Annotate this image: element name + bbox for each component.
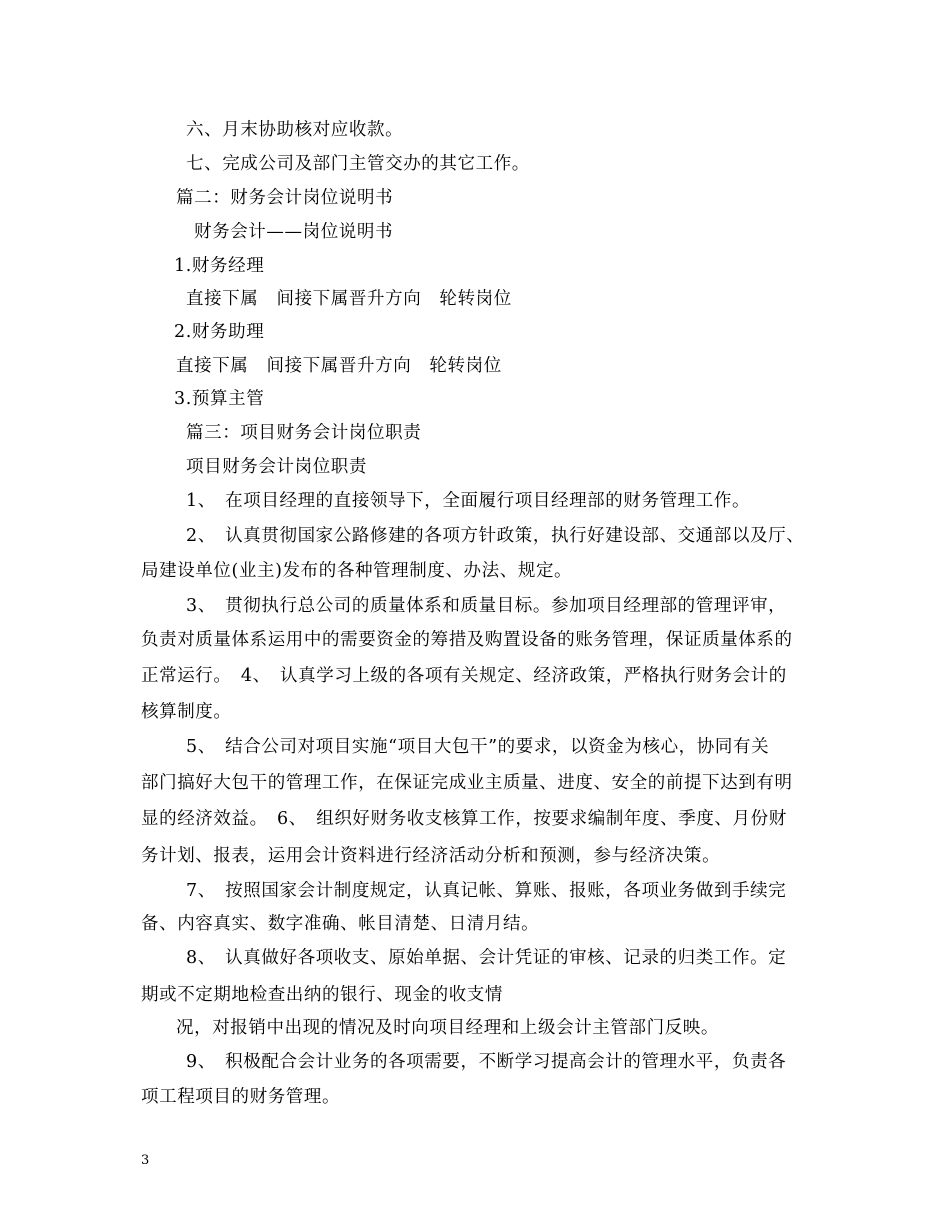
text-line: 七、完成公司及部门主管交办的其它工作。 — [186, 154, 530, 174]
text-line: 局建设单位(业主)发布的各种管理制度、办法、规定。 — [141, 561, 573, 581]
section-heading: 篇二：财务会计岗位说明书 — [176, 188, 394, 208]
text-line: 2、 认真贯彻国家公路修建的各项方针政策，执行好建设部、交通部以及厅、 — [186, 526, 805, 546]
text-line: 项工程项目的财务管理。 — [141, 1087, 341, 1107]
text-line: 9、 积极配合会计业务的各项需要，不断学习提高会计的管理水平，负责各 — [186, 1052, 787, 1072]
text-line: 8、 认真做好各项收支、原始单据、会计凭证的审核、记录的归类工作。定 — [186, 948, 787, 968]
page-number: 3 — [141, 1153, 150, 1168]
document-title: 财务会计——岗位说明书 — [194, 222, 394, 242]
text-line: 3、 贯彻执行总公司的质量体系和质量目标。参加项目经理部的管理评审， — [186, 596, 787, 616]
text-line: 直接下属 间接下属晋升方向 轮转岗位 — [176, 356, 502, 376]
text-line: 7、 按照国家会计制度规定，认真记帐、算账、报账，各项业务做到手续完 — [186, 881, 787, 901]
text-line: 负责对质量体系运用中的需要资金的筹措及购置设备的账务管理，保证质量体系的 — [141, 630, 793, 650]
text-line: 显的经济效益。 6、 组织好财务收支核算工作，按要求编制年度、季度、月份财 — [141, 809, 787, 829]
text-line: 务计划、报表，运用会计资料进行经济活动分析和预测，参与经济决策。 — [141, 846, 721, 866]
text-line: 2.财务助理 — [174, 322, 265, 342]
text-line: 3.预算主管 — [174, 389, 265, 409]
text-line: 部门搞好大包干的管理工作，在保证完成业主质量、进度、安全的前提下达到有明 — [141, 773, 793, 793]
text-line: 直接下属 间接下属晋升方向 轮转岗位 — [186, 289, 512, 309]
text-line: 期或不定期地检查出纳的银行、现金的收支情 — [141, 985, 503, 1005]
text-line: 备、内容真实、数字准确、帐目清楚、日清月结。 — [141, 914, 540, 934]
text-line: 核算制度。 — [141, 702, 232, 722]
text-line: 5、 结合公司对项目实施“项目大包干”的要求，以资金为核心，协同有关 — [186, 737, 770, 757]
text-line: 正常运行。 4、 认真学习上级的各项有关规定、经济政策，严格执行财务会计的 — [141, 666, 787, 686]
section-heading: 篇三：项目财务会计岗位职责 — [186, 423, 422, 443]
text-line: 1.财务经理 — [174, 256, 265, 276]
text-line: 六、月末协助核对应收款。 — [186, 120, 404, 140]
text-line: 1、 在项目经理的直接领导下，全面履行项目经理部的财务管理工作。 — [186, 491, 751, 511]
text-line: 况，对报销中出现的情况及时向项目经理和上级会计主管部门反映。 — [176, 1018, 719, 1038]
document-title: 项目财务会计岗位职责 — [186, 457, 367, 477]
